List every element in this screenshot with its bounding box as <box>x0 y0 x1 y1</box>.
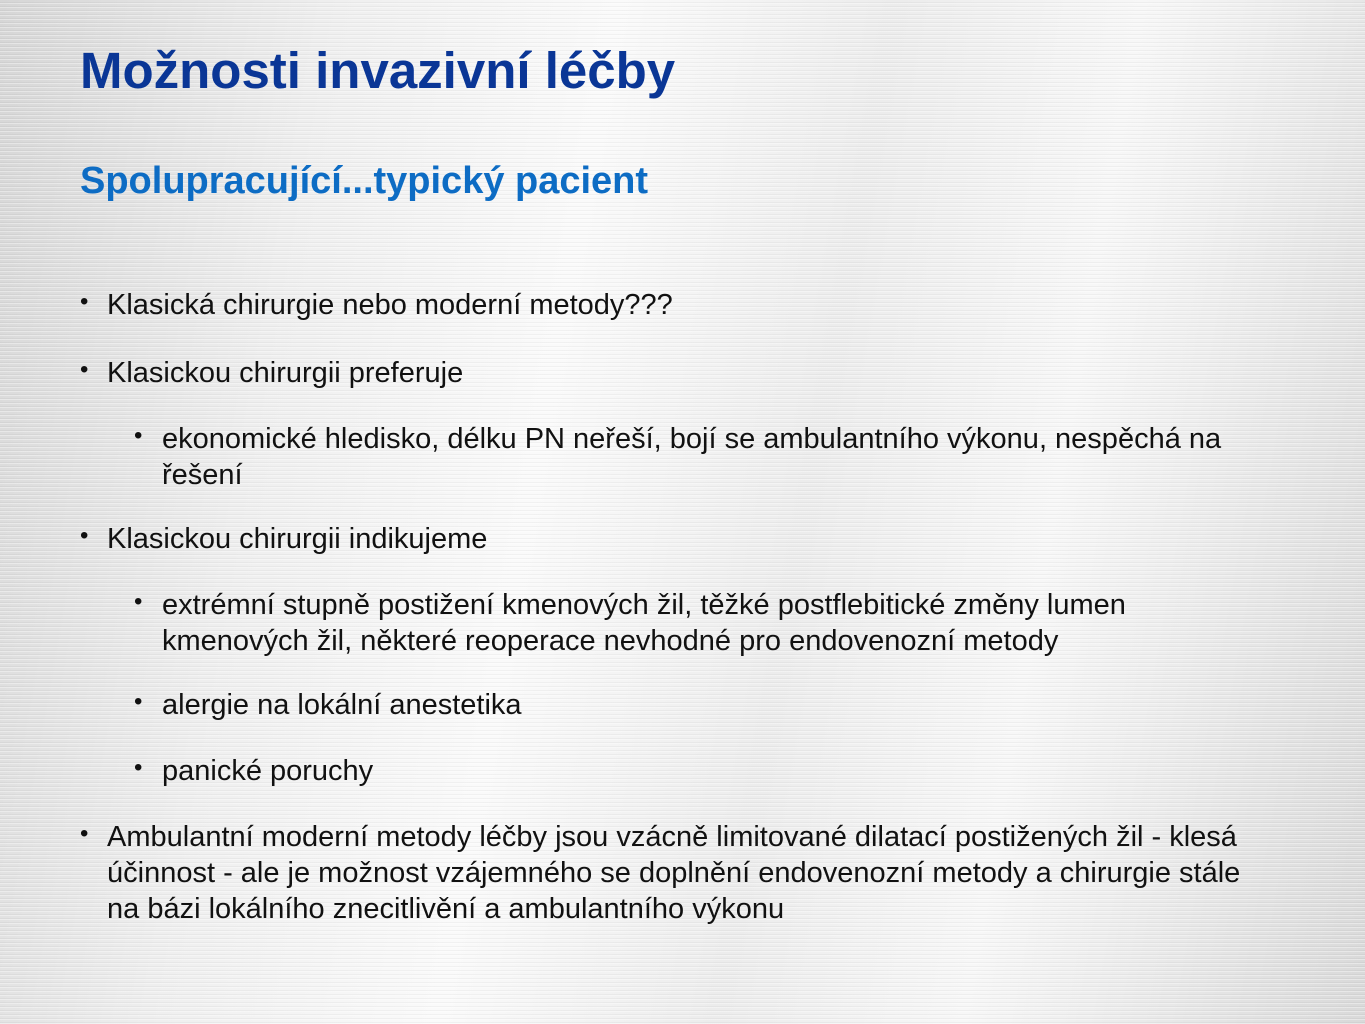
bullet-text: panické poruchy <box>162 755 374 787</box>
bullet-item <box>80 355 1270 391</box>
sub-bullet-item <box>134 753 1274 789</box>
bullet-dot-icon: • <box>134 688 143 715</box>
bullet-dot-icon: • <box>80 356 89 383</box>
slide-title: Možnosti invazivní léčby <box>80 42 676 99</box>
slide-subtitle: Spolupracující...typický pacient <box>80 160 649 202</box>
bullet-dot-icon: • <box>134 588 143 615</box>
bullet-dot-icon: • <box>134 422 143 449</box>
bullet-dot-icon: • <box>80 522 89 549</box>
bullet-text: ekonomické hledisko, délku PN neřeší, bojí se ambulantního výkonu, nespěchá na řešení <box>162 423 1222 491</box>
bullet-dot-icon: • <box>80 288 89 315</box>
bullet-text: Klasickou chirurgii indikujeme <box>107 523 488 555</box>
bullet-dot-icon: • <box>134 754 143 781</box>
bullet-text: alergie na lokální anestetika <box>162 689 522 721</box>
bullet-text: Klasická chirurgie nebo moderní metody??? <box>107 289 673 321</box>
sub-bullet-item <box>134 421 1274 493</box>
bullet-text: Ambulantní moderní metody léčby jsou vzácně limitované dilatací postižených žil - klesá účinnost - ale je možnost vzájemného se doplnění endovenozní metody a chirurgie stále na bázi lokálního znecitlivění a ambulantního výkonu <box>107 821 1241 925</box>
sub-bullet-item <box>134 687 1274 723</box>
bullet-item <box>80 521 1270 557</box>
bullet-dot-icon: • <box>80 820 89 847</box>
bullet-item <box>80 819 1270 927</box>
bullet-text: Klasickou chirurgii preferuje <box>107 357 464 389</box>
bullet-text: extrémní stupně postižení kmenových žil, těžké postflebitické změny lumen kmenových žil, některé reoperace nevhodné pro endovenozní metody <box>162 589 1126 657</box>
sub-bullet-item <box>134 587 1274 659</box>
bullet-item <box>80 287 1270 323</box>
